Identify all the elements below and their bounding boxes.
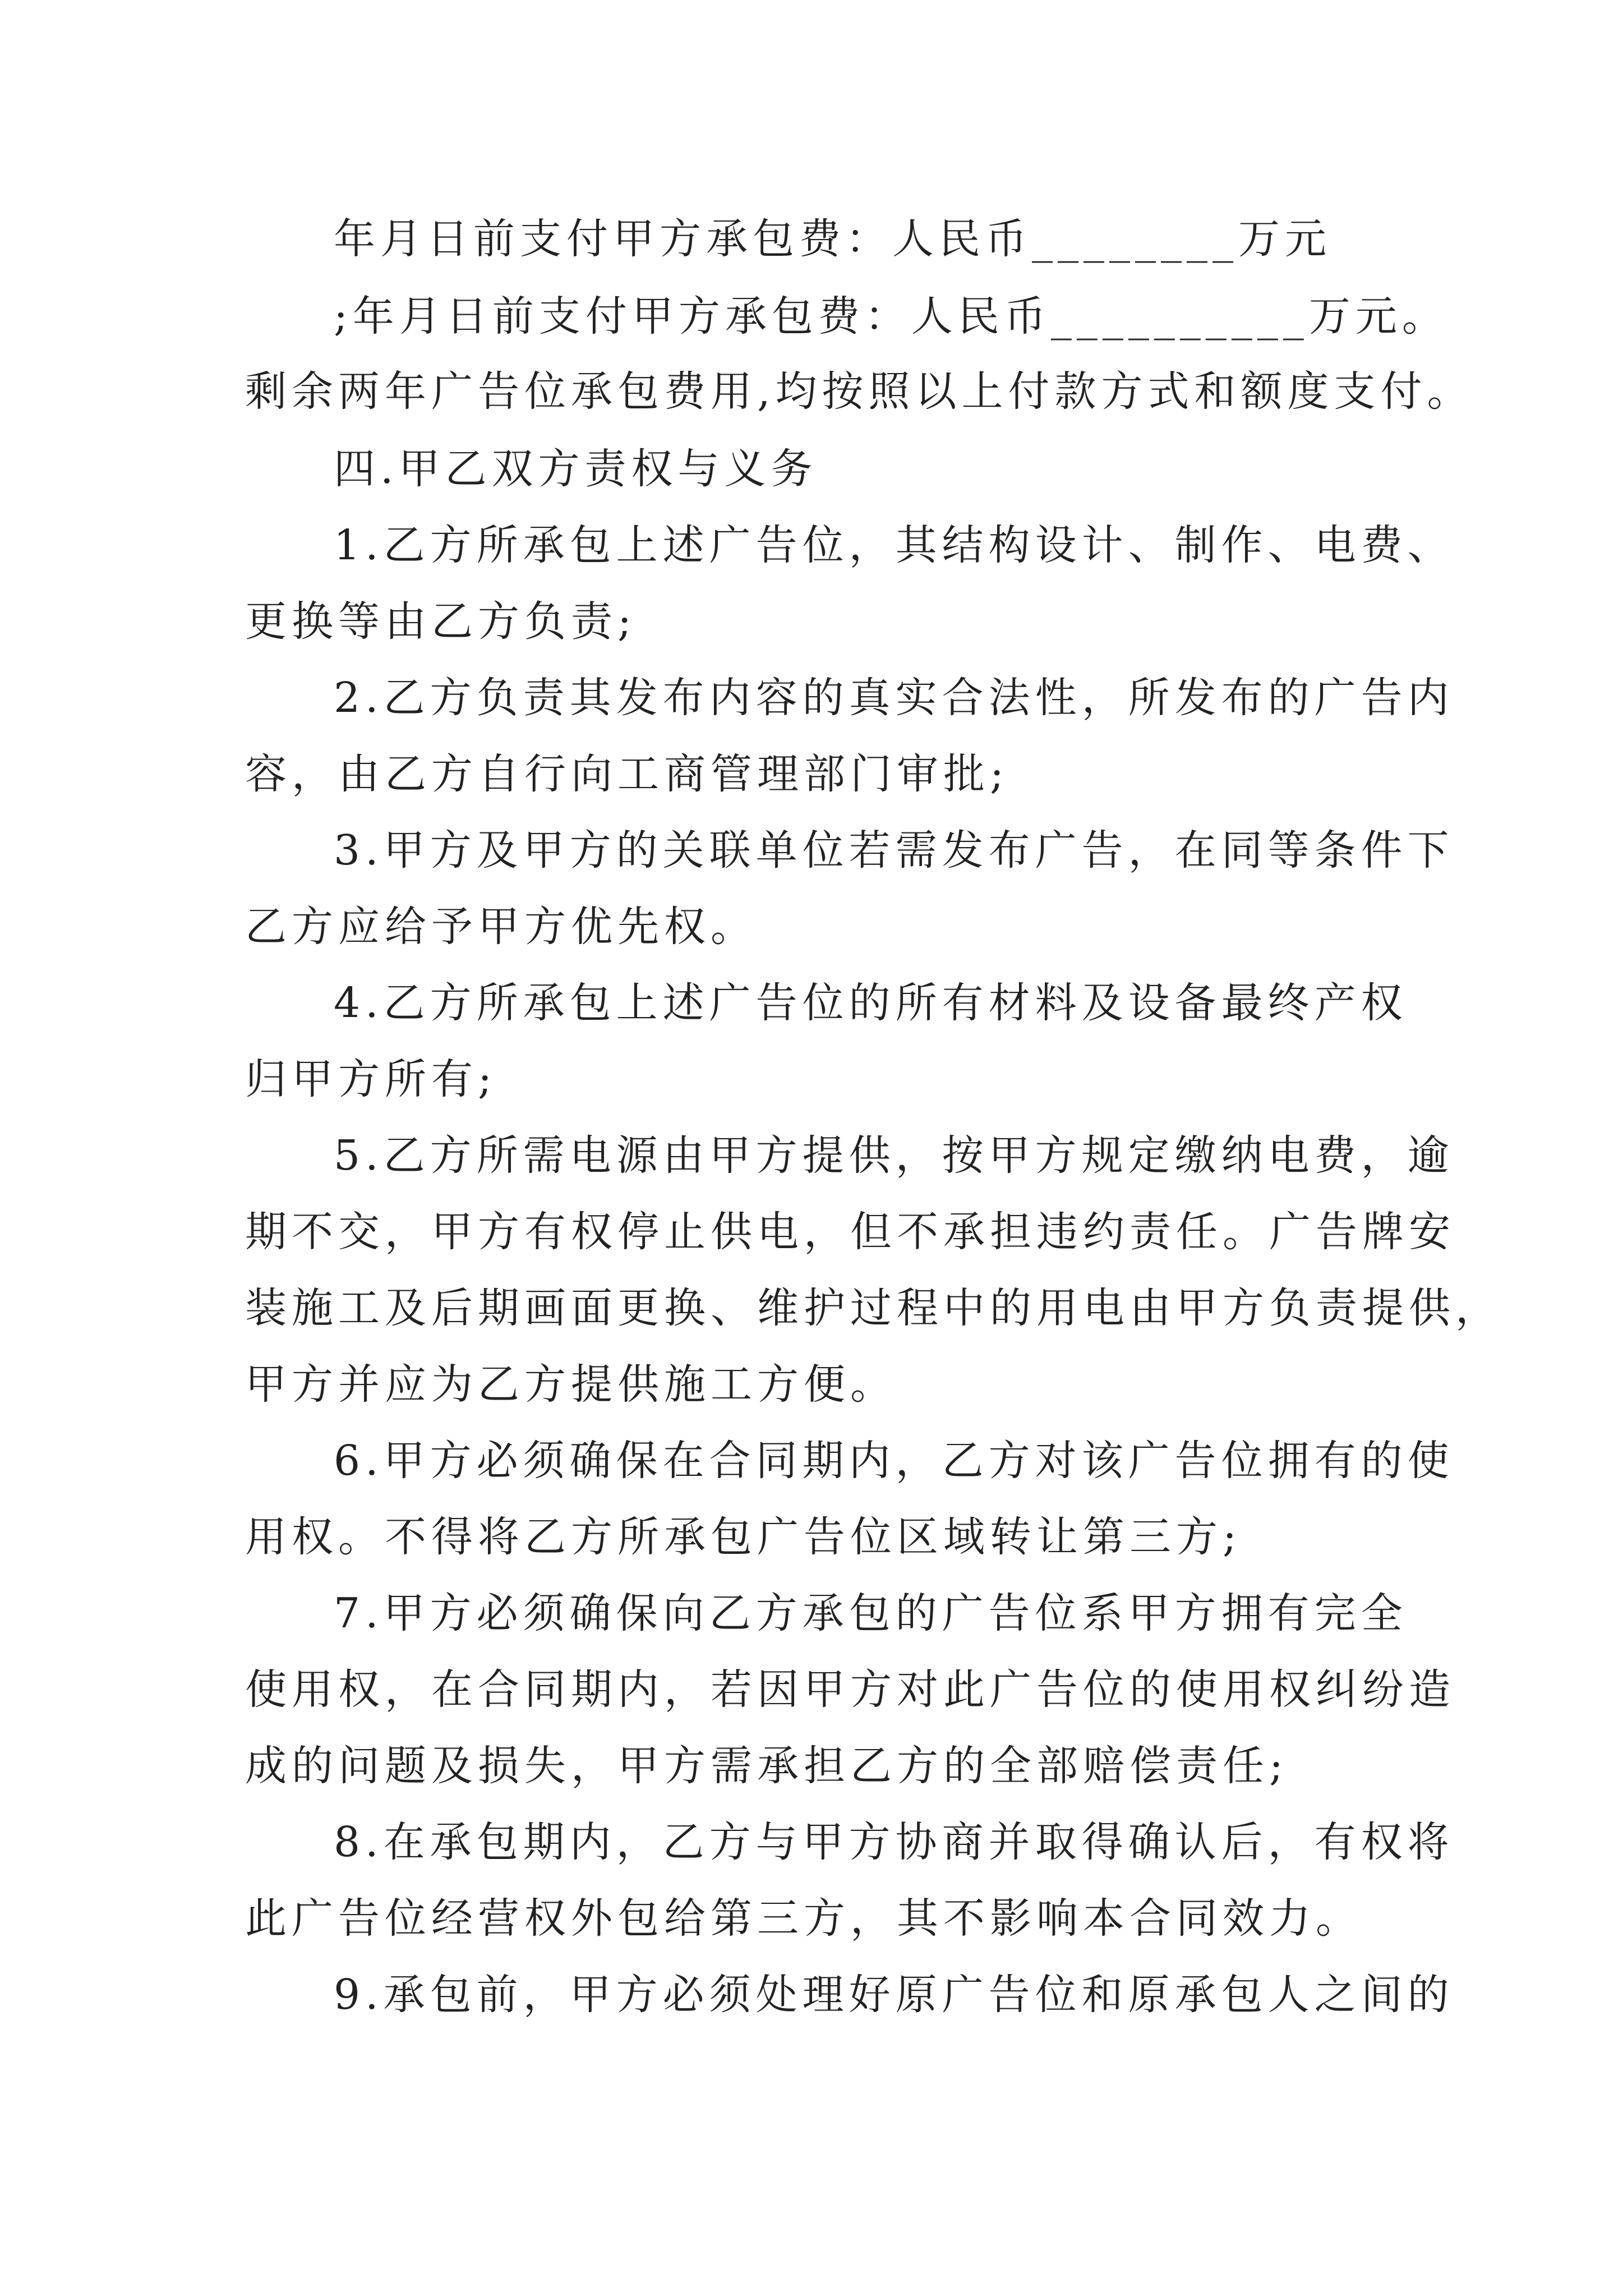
text-line-12: 归甲方所有; bbox=[245, 1055, 497, 1103]
text-line-17: 6.甲方必须确保在合同期内，乙方对该广告位拥有的使 bbox=[334, 1437, 1454, 1485]
text-line-5: 1.乙方所承包上述广告位，其结构设计、制作、电费、 bbox=[334, 521, 1454, 569]
text-line-16: 甲方并应为乙方提供施工方便。 bbox=[245, 1360, 897, 1409]
text-line-10: 乙方应给予甲方优先权。 bbox=[245, 903, 757, 951]
text-line-21: 成的问题及损失，甲方需承担乙方的全部赔偿责任; bbox=[245, 1742, 1288, 1790]
text-line-11: 4.乙方所承包上述广告位的所有材料及设备最终产权 bbox=[334, 979, 1408, 1027]
text-line-22: 8.在承包期内，乙方与甲方协商并取得确认后，有权将 bbox=[334, 1818, 1454, 1866]
text-line-3: 剩余两年广告位承包费用,均按照以上付款方式和额度支付。 bbox=[245, 367, 1474, 416]
text-line-1: 年月日前支付甲方承包费：人民币________万元 bbox=[334, 215, 1331, 263]
text-line-19: 7.甲方必须确保向乙方承包的广告位系甲方拥有完全 bbox=[334, 1589, 1408, 1637]
text-line-2: ;年月日前支付甲方承包费：人民币__________万元。 bbox=[334, 292, 1449, 341]
text-line-18: 用权。不得将乙方所承包广告位区域转让第三方; bbox=[245, 1513, 1242, 1561]
text-line-23: 此广告位经营权外包给第三方，其不影响本合同效力。 bbox=[245, 1894, 1362, 1943]
text-line-13: 5.乙方所需电源由甲方提供，按甲方规定缴纳电费，逾 bbox=[334, 1131, 1454, 1180]
text-line-7: 2.乙方负责其发布内容的真实合法性，所发布的广告内 bbox=[334, 674, 1454, 722]
section-heading: 四.甲乙双方责权与义务 bbox=[334, 445, 818, 493]
text-line-24: 9.承包前，甲方必须处理好原广告位和原承包人之间的 bbox=[334, 1971, 1454, 2019]
text-line-6: 更换等由乙方负责; bbox=[245, 597, 637, 646]
text-line-15: 装施工及后期画面更换、维护过程中的用电由甲方负责提供， bbox=[245, 1284, 1502, 1332]
text-line-14: 期不交，甲方有权停止供电，但不承担违约责任。广告牌安 bbox=[245, 1208, 1455, 1256]
text-line-20: 使用权，在合同期内，若因甲方对此广告位的使用权纠纷造 bbox=[245, 1665, 1455, 1714]
text-line-8: 容，由乙方自行向工商管理部门审批; bbox=[245, 750, 1009, 798]
text-line-9: 3.甲方及甲方的关联单位若需发布广告，在同等条件下 bbox=[334, 826, 1454, 875]
